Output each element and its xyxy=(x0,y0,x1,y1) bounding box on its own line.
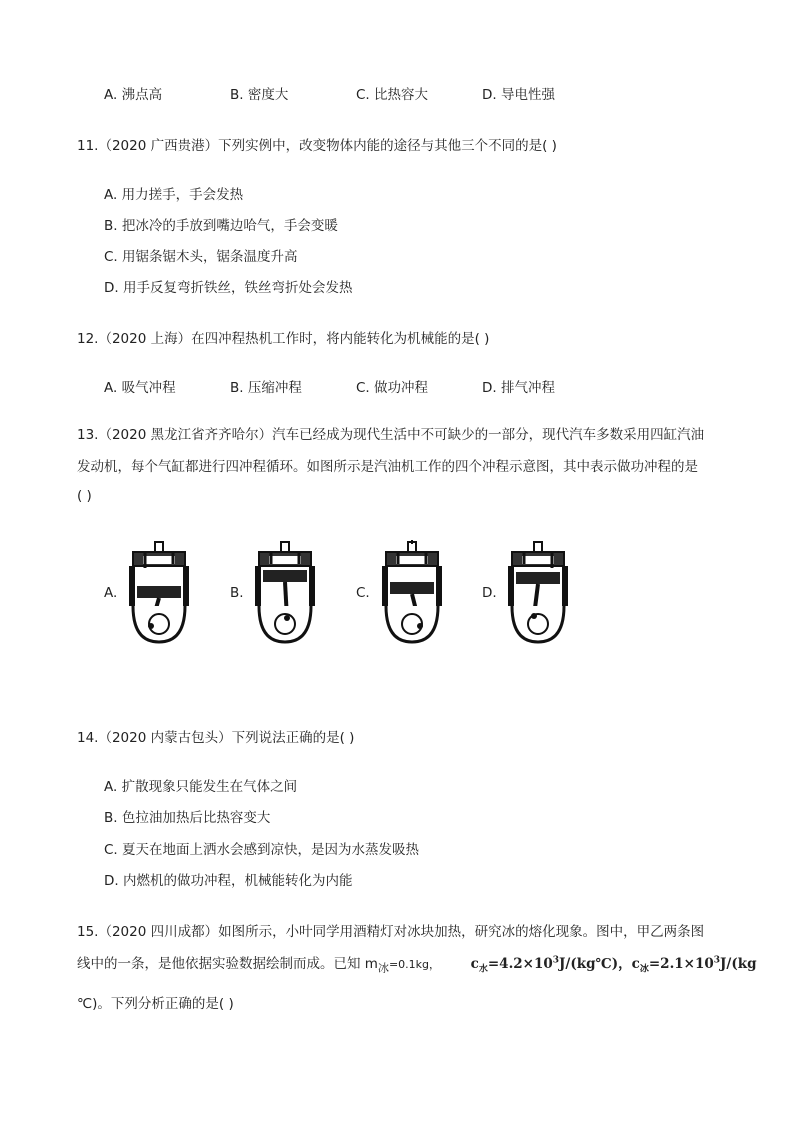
q11-option-c: C. 用锯条锯木头，锯条温度升高 xyxy=(104,249,298,265)
q13-figure-label-a: A. xyxy=(104,585,118,601)
q12-option-d: D. 排气冲程 xyxy=(482,380,555,396)
q15-m-subscript: 冰 xyxy=(377,961,389,975)
engine-diagram-c xyxy=(378,540,448,645)
q13-figure-label-c: C. xyxy=(356,585,370,601)
q12-option-a: A. 吸气冲程 xyxy=(104,380,176,396)
q15-line2-text: 线中的一条，是他依据实验数据绘制而成。已知 m xyxy=(77,956,378,972)
q12-stem: 12.（2020 上海）在四冲程热机工作时，将内能转化为机械能的是( ) xyxy=(77,331,490,347)
q15-m-value: =0.1kg， xyxy=(388,958,441,971)
q10-option-d: D. 导电性强 xyxy=(482,87,555,103)
q10-option-b: B. 密度大 xyxy=(230,87,289,103)
q15-c-ice-subscript: 冰 xyxy=(639,964,649,975)
q13-stem-line3: ( ) xyxy=(77,488,92,504)
q12-option-b: B. 压缩冲程 xyxy=(230,380,302,396)
q15-c-water-value: =4.2×10 xyxy=(487,956,553,972)
q14-stem: 14.（2020 内蒙古包头）下列说法正确的是( ) xyxy=(77,730,355,746)
q15-c-water-label: c xyxy=(470,956,479,972)
q15-line1: 15.（2020 四川成都）如图所示，小叶同学用酒精灯对冰块加热，研究冰的熔化现象。图中，甲乙两条图 xyxy=(77,924,705,940)
q13-stem-line1: 13.（2020 黑龙江省齐齐哈尔）汽车已经成为现代生活中不可缺少的一部分，现代汽车多数采用四缸汽油 xyxy=(77,427,705,443)
q12-option-c: C. 做功冲程 xyxy=(356,380,429,396)
q11-option-a: A. 用力搓手，手会发热 xyxy=(104,187,244,203)
q15-c-ice-value: =2.1×10 xyxy=(648,956,714,972)
q11-stem: 11.（2020 广西贵港）下列实例中，改变物体内能的途径与其他三个不同的是( ) xyxy=(77,138,557,154)
q15-c-water-exponent: 3 xyxy=(552,955,560,966)
q15-c-ice-unit: J/(kg xyxy=(720,956,757,972)
q13-stem-line2: 发动机，每个气缸都进行四冲程循环。如图所示是汽油机工作的四个冲程示意图，其中表示做功冲程的是 xyxy=(77,459,698,475)
q13-figure-label-d: D. xyxy=(482,585,497,601)
q15-c-water-subscript: 水 xyxy=(478,964,488,975)
q15-c-water-unit: J/(kg℃)， xyxy=(559,956,632,972)
q15-c-water xyxy=(470,955,632,975)
q15-line3: ℃)。下列分析正确的是( ) xyxy=(77,996,234,1012)
q11-option-b: B. 把冰冷的手放到嘴边哈气，手会变暖 xyxy=(104,218,338,234)
q15-c-ice xyxy=(631,955,757,975)
q14-option-d: D. 内燃机的做功冲程，机械能转化为内能 xyxy=(104,873,353,889)
engine-diagram-a xyxy=(125,540,195,645)
q15-c-ice-exponent: 3 xyxy=(713,955,721,966)
q14-option-a: A. 扩散现象只能发生在气体之间 xyxy=(104,779,298,795)
engine-diagram-b xyxy=(251,540,321,645)
q14-option-c: C. 夏天在地面上洒水会感到凉快，是因为水蒸发吸热 xyxy=(104,842,420,858)
q15-line2 xyxy=(77,952,757,975)
q15-c-ice-label: c xyxy=(631,956,640,972)
q14-option-b: B. 色拉油加热后比热容变大 xyxy=(104,810,271,826)
q13-figure-label-b: B. xyxy=(230,585,244,601)
engine-diagram-d xyxy=(504,540,574,645)
q11-option-d: D. 用手反复弯折铁丝，铁丝弯折处会发热 xyxy=(104,280,353,296)
q10-option-c: C. 比热容大 xyxy=(356,87,429,103)
q10-option-a: A. 沸点高 xyxy=(104,87,163,103)
